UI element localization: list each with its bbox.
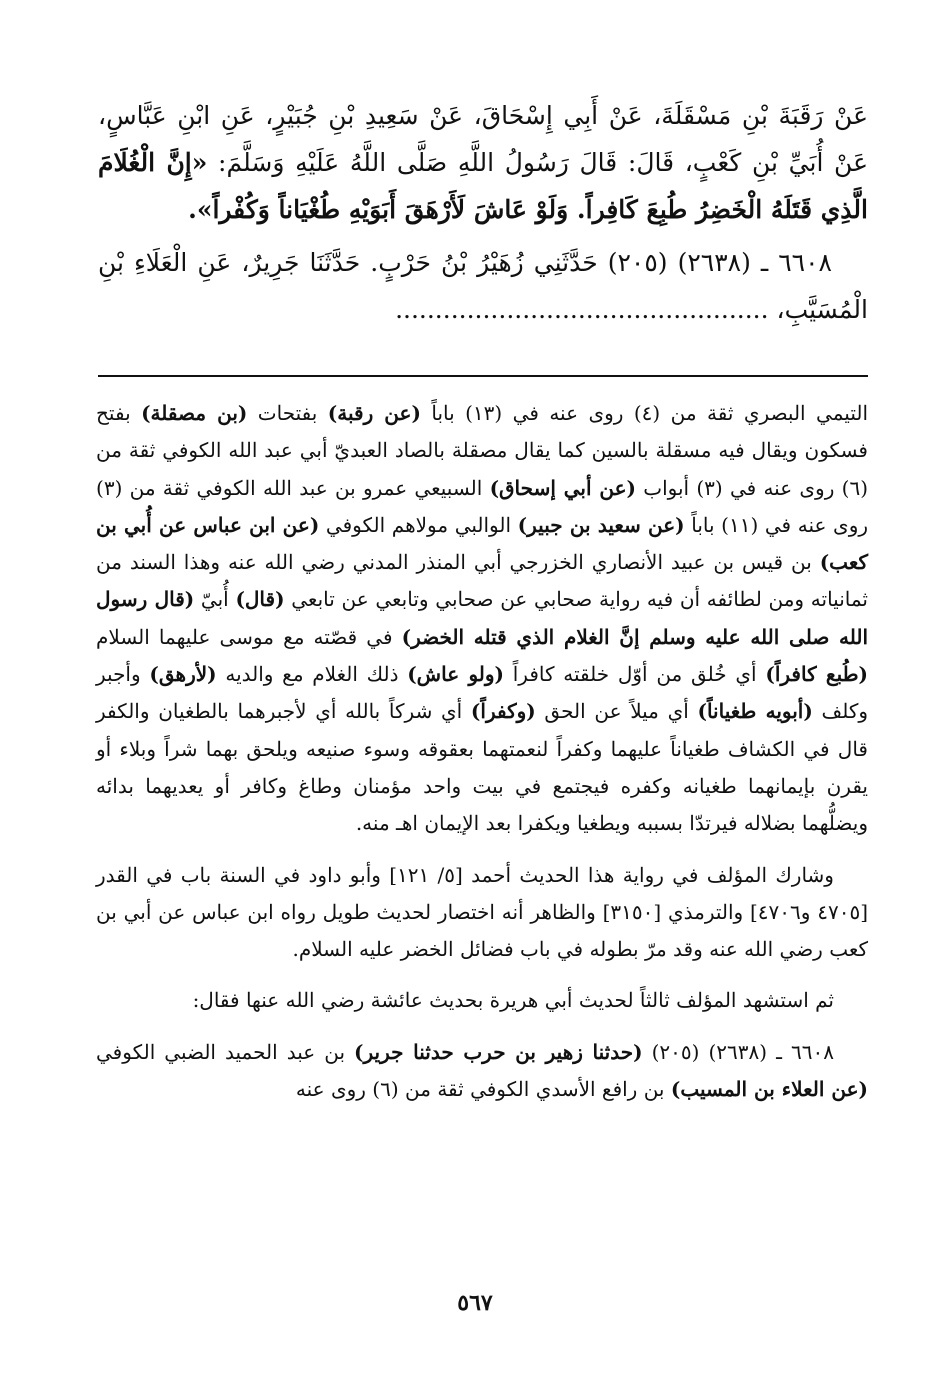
- continuation-dots: ...............................................: [395, 295, 769, 324]
- commentary: [96, 395, 868, 1108]
- hadith-text: [98, 92, 868, 333]
- hadith-chain: عَنْ رَقَبَةَ بْنِ مَسْقَلَةَ، عَنْ أَبِي إِسْحَاقَ، عَنْ سَعِيدِ بْنِ جُبَيْرٍ، عَنِ ابْنِ عَبَّاسٍ، عَنْ أُبَيِّ بْنِ كَعْبٍ، قَالَ: قَالَ رَسُولُ اللَّهِ صَلَّى اللَّهُ عَلَيْهِ وَسَلَّمَ:: [98, 101, 869, 177]
- hadith-paragraph-6608: [98, 239, 868, 333]
- hadith-quote: «إِنَّ الْغُلَامَ الَّذِي قَتَلَهُ الْخَضِرُ طُبِعَ كَافِراً. وَلَوْ عَاشَ لَأَرْهَقَ أَبَوَيْهِ طُغْيَاناً وَكُفْراً».: [98, 148, 868, 224]
- commentary-paragraph: التيمي البصري ثقة من (٤) روى عنه في (١٣) باباً (عن رقبة) بفتحات (بن مصقلة) بفتح فسكون ويقال فيه مسقلة بالسين كما يقال مصقلة بالصاد العبديّ أبي عبد الله الكوفي ثقة من (٦) روى عنه في (٣) أبواب (عن أبي إسحاق) السبيعي عمرو بن عبد الله الكوفي ثقة من (٣) روى عنه في (١١) باباً (عن سعيد بن جبير) الوالبي مولاهم الكوفي (عن ابن عباس عن أُبي بن كعب) بن قيس بن عبيد الأنصاري الخزرجي أبي المنذر المدني رضي الله عنه وهذا السند من ثمانياته ومن لطائفه أن فيه رواية صحابي عن صحابي وتابعي عن تابعي (قال) أُبيّ (قال رسول الله صلى الله عليه وسلم إنَّ الغلام الذي قتله الخضر) في قصّته مع موسى عليهما السلام (طُبع كافراً) أي خُلق من أوّل خلقته كافراً (ولو عاش) ذلك الغلام مع والديه (لأرهق) وأجبر وكلف (أبويه طغياناً) أي ميلاً عن الحق (وكفراً) أي شركاً بالله أي لأجبرهما بالطغيان والكفر قال في الكشاف طغياناً عليهما وكفراً لنعمتهما بعقوقه وسوء صنيعه ويلحق بهما شراً وبلاء أو يقرن بإيمانهما طغيانه وكفره فيجتمع في بيت واحد مؤمنان وطاغ وكافر أو يعديهما بدائه ويضلُّهما بضلاله فيرتدّا بسببه ويطغيا ويكفرا بعد الإيمان اهـ منه.: [96, 401, 869, 836]
- commentary-paragraph-6608: ٦٦٠٨ ـ (٢٦٣٨) (٢٠٥) (حدثنا زهير بن حرب حدثنا جرير) بن عبد الحميد الضبي الكوفي (عن العلاء بن المسيب) بن رافع الأسدي الكوفي ثقة من (٦) روى عنه: [96, 1039, 868, 1102]
- commentary-paragraph-transition: ثم استشهد المؤلف ثالثاً لحديث أبي هريرة بحديث عائشة رضي الله عنها فقال:: [192, 988, 834, 1013]
- page-number: ٥٦٧: [457, 1290, 493, 1316]
- hadith-chain-6608: ٦٦٠٨ ـ (٢٦٣٨) (٢٠٥) حَدَّثَنِي زُهَيْرُ بْنُ حَرْبٍ. حَدَّثَنَا جَرِيرٌ، عَنِ الْعَلَاءِ بْنِ الْمُسَيَّبِ،: [98, 248, 868, 324]
- footnote-separator: [98, 375, 868, 377]
- hadith-paragraph: [98, 92, 868, 233]
- commentary-paragraph-sharing: وشارك المؤلف في رواية هذا الحديث أحمد [٥/ ١٢١] وأبو داود في السنة باب في القدر [٤٧٠٥ و٤٧٠٦] والترمذي [٣١٥٠] والظاهر أنه اختصار لحديث طويل رواه ابن عباس عن أبي بن كعب رضي الله عنه وقد مرّ بطوله في باب فضائل الخضر عليه السلام.: [96, 862, 868, 962]
